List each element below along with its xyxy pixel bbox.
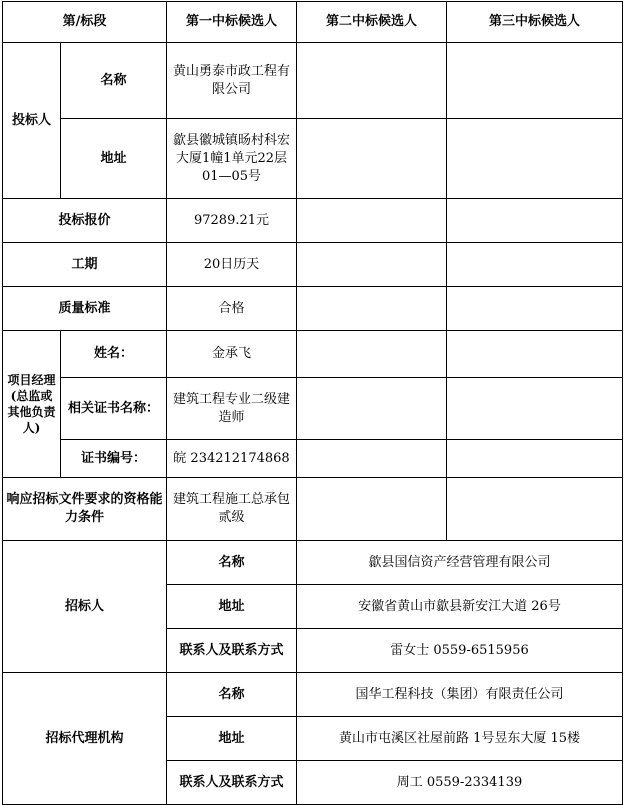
tenderer-address-label: 地址 [167, 585, 297, 629]
agency-contact-label: 联系人及联系方式 [167, 761, 297, 805]
header-third-candidate: 第三中标候选人 [447, 2, 623, 43]
agency-label: 招标代理机构 [3, 673, 167, 805]
qualification-row [3, 478, 623, 541]
manager-name-row [3, 331, 623, 378]
empty-cell [447, 119, 623, 199]
price-value: 97289.21元 [167, 199, 297, 243]
empty-cell [447, 440, 623, 478]
quality-row [3, 287, 623, 331]
agency-name-value: 国华工程科技（集团）有限责任公司 [297, 673, 623, 717]
tenderer-contact-value: 雷女士 0559-6515956 [297, 629, 623, 673]
agency-contact-value: 周工 0559-2334139 [297, 761, 623, 805]
empty-cell [447, 43, 623, 119]
bid-results-table [2, 1, 623, 805]
tenderer-name-row [3, 541, 623, 585]
agency-name-label: 名称 [167, 673, 297, 717]
bidder-address-row [3, 119, 623, 199]
empty-cell [447, 243, 623, 287]
empty-cell [297, 478, 447, 541]
qualification-value: 建筑工程施工总承包贰级 [167, 478, 297, 541]
empty-cell [297, 119, 447, 199]
empty-cell [297, 440, 447, 478]
manager-label: 项目经理(总监或其他负责人) [3, 331, 61, 478]
empty-cell [447, 478, 623, 541]
tenderer-label: 招标人 [3, 541, 167, 673]
manager-cert-row [3, 378, 623, 440]
header-row [3, 2, 623, 43]
price-row [3, 199, 623, 243]
empty-cell [297, 243, 447, 287]
qualification-label: 响应招标文件要求的资格能力条件 [3, 478, 167, 541]
manager-cert-no-value: 皖 234212174868 [167, 440, 297, 478]
period-row [3, 243, 623, 287]
agency-address-value: 黄山市屯溪区社屋前路 1号昱东大厦 15楼 [297, 717, 623, 761]
manager-cert-no-label: 证书编号： [61, 440, 167, 478]
empty-cell [297, 43, 447, 119]
manager-name-label: 姓名： [61, 331, 167, 378]
empty-cell [447, 287, 623, 331]
bidder-label: 投标人 [3, 43, 61, 199]
agency-address-label: 地址 [167, 717, 297, 761]
manager-cert-value: 建筑工程专业二级建造师 [167, 378, 297, 440]
manager-cert-no-row [3, 440, 623, 478]
manager-name-value: 金承飞 [167, 331, 297, 378]
empty-cell [297, 331, 447, 378]
bidder-name-row [3, 43, 623, 119]
empty-cell [447, 378, 623, 440]
period-label: 工期 [3, 243, 167, 287]
tenderer-contact-label: 联系人及联系方式 [167, 629, 297, 673]
bidder-name-value: 黄山勇泰市政工程有限公司 [167, 43, 297, 119]
empty-cell [297, 378, 447, 440]
tenderer-name-label: 名称 [167, 541, 297, 585]
header-second-candidate: 第二中标候选人 [297, 2, 447, 43]
empty-cell [447, 331, 623, 378]
bidder-address-value: 歙县徽城镇旸村科宏大厦1幢1单元22层 01—05号 [167, 119, 297, 199]
manager-cert-label: 相关证书名称： [61, 378, 167, 440]
bidder-address-label: 地址 [61, 119, 167, 199]
tenderer-name-value: 歙县国信资产经营管理有限公司 [297, 541, 623, 585]
header-section: 第/标段 [3, 2, 167, 43]
header-first-candidate: 第一中标候选人 [167, 2, 297, 43]
bidder-name-label: 名称 [61, 43, 167, 119]
quality-label: 质量标准 [3, 287, 167, 331]
period-value: 20日历天 [167, 243, 297, 287]
empty-cell [297, 287, 447, 331]
agency-name-row [3, 673, 623, 717]
quality-value: 合格 [167, 287, 297, 331]
empty-cell [297, 199, 447, 243]
price-label: 投标报价 [3, 199, 167, 243]
empty-cell [447, 199, 623, 243]
tenderer-address-value: 安徽省黄山市歙县新安江大道 26号 [297, 585, 623, 629]
